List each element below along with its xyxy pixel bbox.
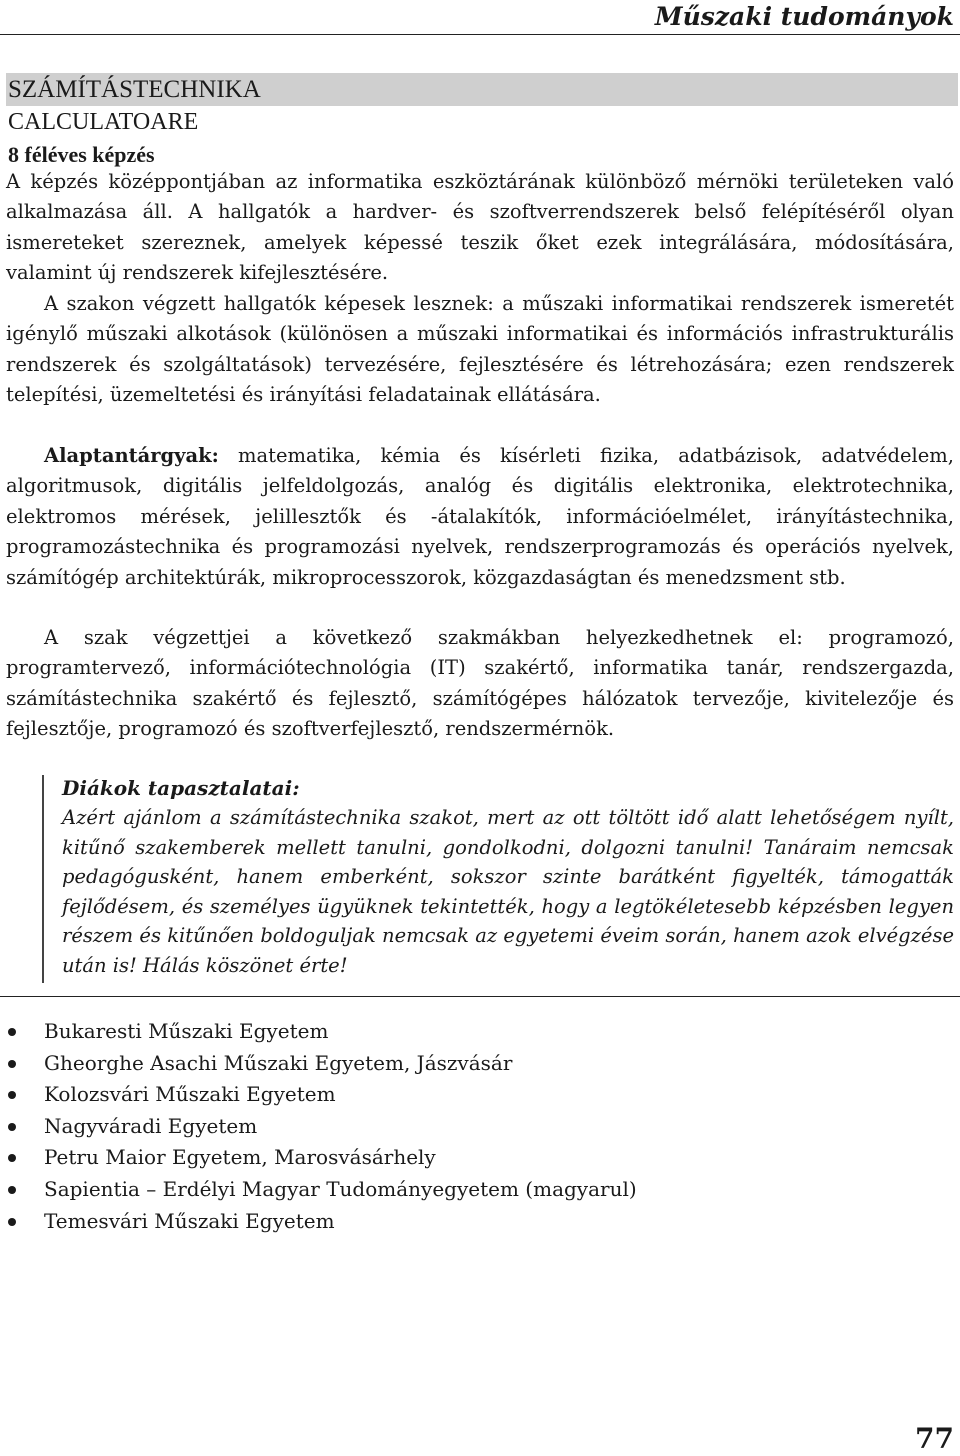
section-subtitle: CALCULATOARE bbox=[8, 109, 199, 135]
university-name: Gheorghe Asachi Műszaki Egyetem, Jászvásár bbox=[44, 1050, 513, 1075]
bullet-icon bbox=[8, 1091, 16, 1099]
university-list bbox=[0, 1016, 637, 1237]
testimonial-text: Azért ajánlom a számítástechnika szakot, mert az ott töltött idő alatt lehetőségem nyílt, kitűnő szakemberek mellett tanulni, gondolkodni, dolgozni tanulni! Tanáraim nemcsak pedagógusként, hanem emberként, sokszor szinte barátként figyelték, támogatták fejlődésem, és személyes ügyüknek tekintették, hogy a legtökéletesebb képzésben legyen részem és kitűnően boldoguljak nemcsak az egyetemi éveim során, hanem azok elvégzése után is! Hálás köszönet érte! bbox=[62, 806, 954, 977]
list-item bbox=[0, 1016, 637, 1048]
university-name: Kolozsvári Műszaki Egyetem bbox=[44, 1082, 336, 1107]
page-number: 77 bbox=[915, 1422, 954, 1455]
list-item bbox=[0, 1174, 637, 1206]
section-divider bbox=[0, 996, 960, 997]
paragraph-careers-text: A szak végzettjei a következő szakmákban helyezkedhetnek el: programozó, programtervező, információtechnológia (IT) szakértő, informatika tanár, rendszergazda, számítástechnika szakértő és fejlesztő, számítógépes hálózatok tervezője, kivitelezője és fejlesztője, programozó és szoftverfejlesztő, rendszermérnök. bbox=[6, 626, 954, 741]
list-item bbox=[0, 1079, 637, 1111]
bullet-icon bbox=[8, 1028, 16, 1036]
bullet-icon bbox=[8, 1123, 16, 1131]
bullet-icon bbox=[8, 1186, 16, 1194]
subjects-label: Alaptantárgyak: bbox=[44, 444, 219, 467]
university-name: Temesvári Műszaki Egyetem bbox=[44, 1208, 335, 1233]
testimonial-heading: Diákok tapasztalatai: bbox=[62, 776, 300, 800]
section-title: SZÁMÍTÁSTECHNIKA bbox=[8, 76, 261, 103]
paragraph-outcomes bbox=[6, 289, 954, 411]
paragraph-intro bbox=[6, 167, 954, 289]
list-item bbox=[0, 1206, 637, 1238]
list-item bbox=[0, 1142, 637, 1174]
testimonial-box bbox=[42, 775, 956, 983]
paragraph-subjects bbox=[6, 441, 954, 593]
bullet-icon bbox=[8, 1154, 16, 1162]
list-item bbox=[0, 1048, 637, 1080]
bullet-icon bbox=[8, 1060, 16, 1068]
paragraph-careers bbox=[6, 623, 954, 745]
subjects-text: matematika, kémia és kísérleti fizika, adatbázisok, adatvédelem, algoritmusok, digitális jelfeldolgozás, analóg és digitális elektronika, elektrotechnika, elektromos mérések, jelillesztők és -átalakítók, információelmélet, irányítástechnika, programozástechnika és programozási nyelvek, rendszerprogramozás és operációs nyelvek, számítógép architektúrák, mikroprocesszorok, közgazdaságtan és menedzsment stb. bbox=[6, 444, 954, 589]
university-name: Sapientia – Erdélyi Magyar Tudományegyetem (magyarul) bbox=[44, 1176, 637, 1201]
university-name: Petru Maior Egyetem, Marosvásárhely bbox=[44, 1145, 436, 1170]
paragraph-outcomes-text: A szakon végzett hallgatók képesek lesznek: a műszaki informatikai rendszerek ismeretét igénylő műszaki alkotások (különösen a műszaki informatikai és információs infrastrukturális rendszerek és szolgáltatások) tervezésére, fejlesztésére és létrehozására; ezen rendszerek telepítési, üzemeltetési és irányítási feladatainak ellátására. bbox=[6, 292, 954, 407]
paragraph-intro-text: A képzés középpontjában az informatika eszköztárának különböző mérnöki területeken való alkalmazása áll. A hallgatók a hardver- és szoftverrendszerek belső felépítéséről olyan ismereteket szereznek, amelyek képessé teszik őket ezek integrálására, módosítására, valamint új rendszerek kifejlesztésére. bbox=[6, 170, 954, 285]
bullet-icon bbox=[8, 1218, 16, 1226]
program-duration: 8 féléves képzés bbox=[8, 142, 155, 167]
university-name: Nagyváradi Egyetem bbox=[44, 1113, 258, 1138]
header-title: Műszaki tudományok bbox=[654, 2, 954, 31]
university-name: Bukaresti Műszaki Egyetem bbox=[44, 1019, 329, 1043]
list-item bbox=[0, 1111, 637, 1143]
page-header bbox=[0, 0, 960, 35]
